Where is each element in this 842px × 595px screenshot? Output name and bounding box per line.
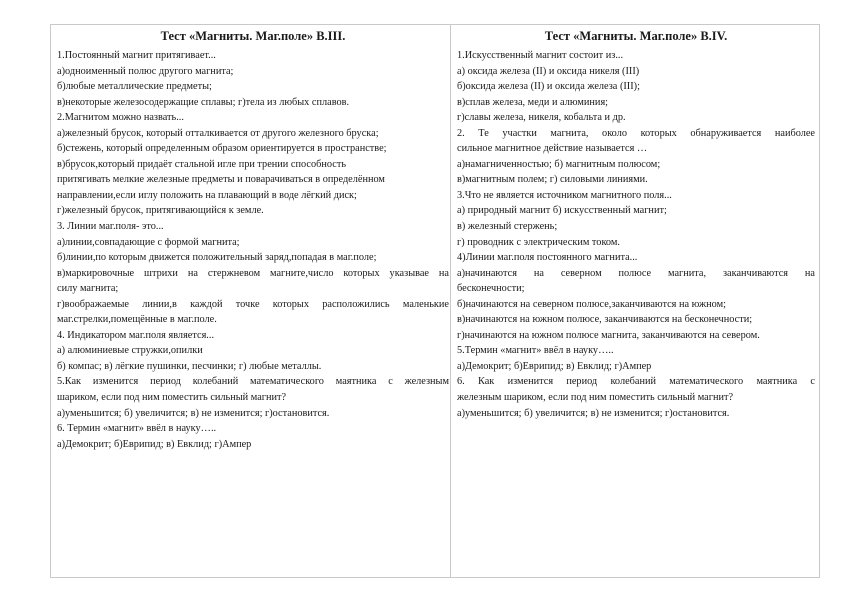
text-line: а)одноименный полюс другого магнита; xyxy=(57,65,234,77)
text-line: сильное магнитное действие называется … xyxy=(457,143,648,155)
text-line: а)Демокрит; б)Еврипид; в) Евклид; г)Ампер xyxy=(57,438,252,450)
text-line: 4)Линии маг.поля постоянного магнита... xyxy=(457,252,638,264)
text-line: а)линии,совпадающие с формой магнита; xyxy=(57,236,240,248)
column-divider xyxy=(450,24,451,578)
text-line: а)железный брусок, который отталкивается от другого железного бруска; xyxy=(57,127,379,139)
text-line: б)оксида железа (II) и оксида железа (III); xyxy=(457,81,640,93)
text-line: в)магнитным полем; г) силовыми линиями. xyxy=(457,174,648,186)
text-line: железным шариком, если под ним поместить сильный магнит? xyxy=(457,392,734,404)
text-line: а) алюминиевые стружки,опилки xyxy=(57,345,203,357)
text-line: 3. Линии маг.поля- это... xyxy=(57,221,164,233)
text-line: б)стежень, который определенным образом ориентируется в пространстве; xyxy=(57,143,387,155)
text-line: г)начинаются на южном полюсе магнита, заканчиваются на севером. xyxy=(457,329,760,341)
text-line: 6. Термин «магнит» ввёл в науку….. xyxy=(57,423,217,435)
text-line: а)уменьшится; б) увеличится; в) не изменится; г)остановится. xyxy=(57,407,330,419)
text-line: г)славы железа, никеля, кобальта и др. xyxy=(457,112,626,124)
text-line: 2.Магнитом можно назвать... xyxy=(57,112,184,124)
text-line: а)намагниченностью; б) магнитным полюсом; xyxy=(457,158,661,170)
text-line: в)начинаются на южном полюсе, заканчиваются на бесконечности; xyxy=(457,314,753,326)
text-line: шариком, если под ним поместить сильный магнит? xyxy=(57,392,287,404)
text-line: силу магнита; xyxy=(57,283,119,295)
text-line: 3.Что не является источником магнитного поля... xyxy=(457,189,672,201)
text-line: б)линии,по которым движется положительный заряд,попадая в маг.поле; xyxy=(57,252,377,264)
variant-4-questions xyxy=(457,48,815,421)
variant-3-title: Тест «Магниты. Маг.поле» В.III. xyxy=(160,29,346,43)
text-line: б)любые металлические предметы; xyxy=(57,81,212,93)
text-line: в) железный стержень; xyxy=(457,221,558,233)
text-line: в)маркировочные штрихи на стержневом магните,число которых указывае на xyxy=(57,267,449,279)
text-line: б)начинаются на северном полюсе,заканчиваются на южном; xyxy=(457,298,727,310)
text-line: г)воображаемые линии,в каждой точке которых расположились маленькие xyxy=(57,298,449,310)
text-line: 1.Постоянный магнит притягивает... xyxy=(57,50,216,61)
test-variant-4 xyxy=(457,26,815,421)
text-line: маг.стрелки,помещённые в маг.поле. xyxy=(57,314,217,326)
text-line: а) природный магнит б) искусственный магнит; xyxy=(457,205,667,217)
text-line: притягивать мелкие железные предметы и поварачиваться в определённом xyxy=(57,174,385,186)
text-line: а)уменьшится; б) увеличится; в) не изменится; г)остановится. xyxy=(457,407,730,419)
text-line: в)брусок,который придаёт стальной игле при трении способность xyxy=(57,158,347,170)
text-line: в)некоторые железосодержащие сплавы; г)тела из любых сплавов. xyxy=(57,96,350,108)
text-line: 1.Искусственный магнит состоит из... xyxy=(457,50,624,61)
text-line: б) компас; в) лёгкие пушинки, песчинки; г) любые металлы. xyxy=(57,360,322,372)
text-line: 2. Те участки магнита, около которых обнаруживается наиболее xyxy=(457,127,815,139)
test-variant-3 xyxy=(57,26,449,452)
text-line: а)Демокрит; б)Еврипид; в) Евклид; г)Ампер xyxy=(457,360,652,372)
text-line: а) оксида железа (II) и оксида никеля (III) xyxy=(457,65,640,77)
text-line: 6. Как изменится период колебаний математического маятника с xyxy=(457,376,815,388)
text-line: в)сплав железа, меди и алюминия; xyxy=(457,96,609,108)
text-line: а)начинаются на северном полюсе магнита, заканчиваются на xyxy=(457,267,815,279)
variant-4-title: Тест «Магниты. Маг.поле» В.IV. xyxy=(544,29,728,43)
text-line: г)железный брусок, притягивающийся к земле. xyxy=(57,205,264,217)
text-line: г) проводник с электрическим током. xyxy=(457,236,620,248)
text-line: бесконечности; xyxy=(457,283,525,295)
variant-3-questions xyxy=(57,48,449,452)
text-line: 5.Как изменится период колебаний математического маятника с железным xyxy=(57,376,449,388)
text-line: 4. Индикатором маг.поля является... xyxy=(57,329,215,341)
text-line: направлении,если иглу положить на плавающий в воде лёгкий диск; xyxy=(57,189,357,201)
text-line: 5.Термин «магнит» ввёл в науку….. xyxy=(457,345,614,357)
